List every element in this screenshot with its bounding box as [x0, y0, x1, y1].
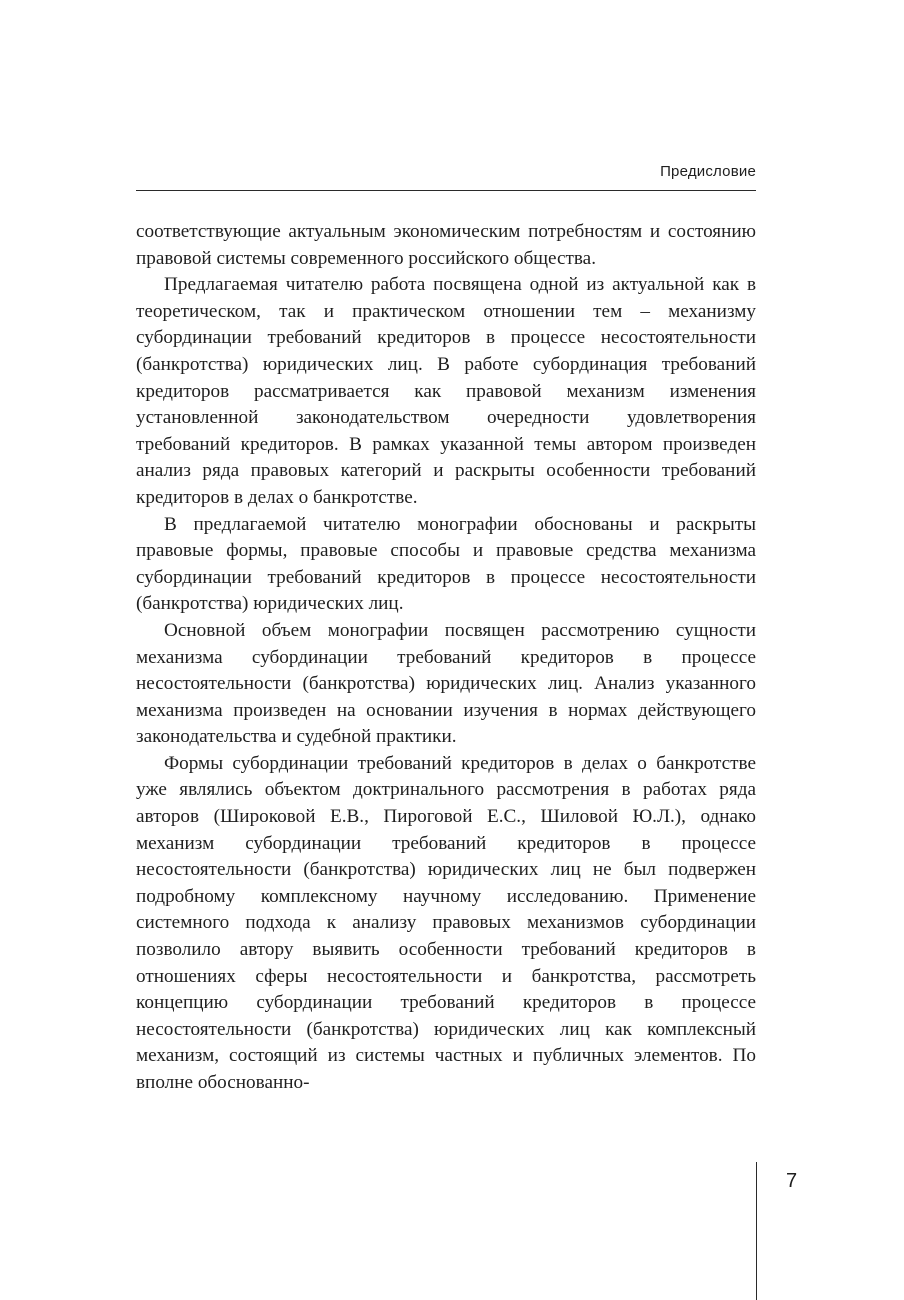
paragraph: Предлагаемая читателю работа посвящена одной из актуальной как в теоретическом, так и практическом отношении тем – механизму субординации требований кредиторов в процессе несостоятельности (банкротства) юридических лиц. В работе субординация требований кредиторов рассматривается как правовой механизм изменения установленной законодательством очередности удовлетворения требований кредиторов. В рамках указанной темы автором произведен анализ ряда правовых категорий и раскрыты особенности требований кредиторов в делах о банкротстве.: [136, 274, 756, 508]
paragraph: В предлагаемой читателю монографии обоснованы и раскрыты правовые формы, правовые способы и правовые средства механизма субординации требований кредиторов в процессе несостоятельности (банкротства) юридических лиц.: [136, 513, 756, 615]
running-head: Предисловие: [660, 163, 756, 180]
body-text: [136, 219, 756, 1097]
paragraph: Основной объем монографии посвящен рассмотрению сущности механизма субординации требований кредиторов в процессе несостоятельности (банкротства) юридических лиц. Анализ указанного механизма произведен на основании изучения в нормах действующего законодательства и судебной практики.: [136, 619, 756, 748]
header-rule: [136, 190, 756, 191]
page-number: 7: [786, 1170, 798, 1192]
paragraph: соответствующие актуальным экономическим потребностям и состоянию правовой системы современного российского общества.: [136, 221, 756, 269]
folio-rule: [756, 1162, 757, 1300]
paragraph: Формы субординации требований кредиторов в делах о банкротстве уже являлись объектом доктринального рассмотрения в работах ряда авторов (Широковой Е.В., Пироговой Е.С., Шиловой Ю.Л.), однако механизм субординации требований кредиторов в процессе несостоятельности (банкротства) юридических лиц не был подвержен подробному комплексному научному исследованию. Применение системного подхода к анализу правовых механизмов субординации позволило автору выявить особенности требований кредиторов в отношениях сферы несостоятельности и банкротства, рассмотреть концепцию субординации требований кредиторов в процессе несостоятельности (банкротства) юридических лиц как комплексный механизм, состоящий из системы частных и публичных элементов. По вполне обоснованно-: [136, 752, 756, 1093]
